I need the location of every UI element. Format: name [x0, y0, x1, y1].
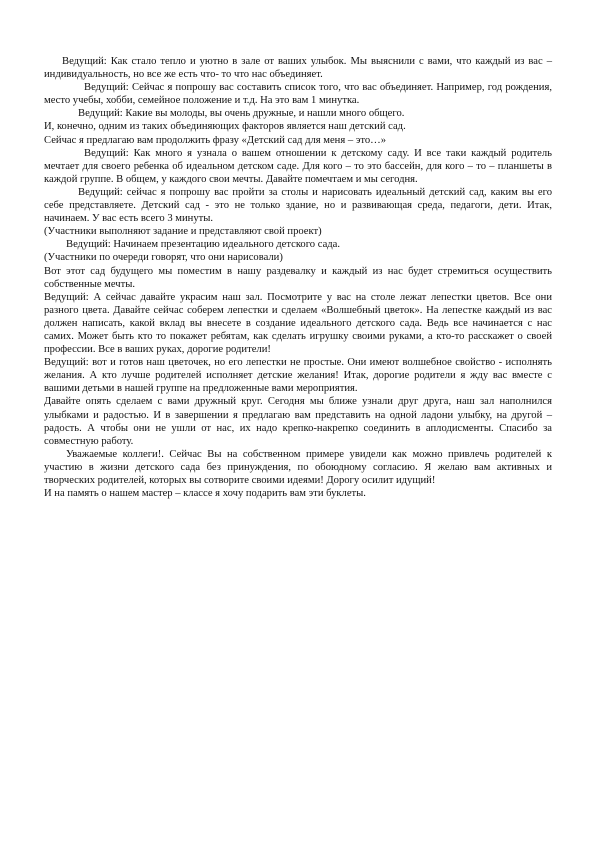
paragraph-10: (Участники по очереди говорят, что они нарисовали)	[44, 252, 283, 264]
document-page	[44, 55, 552, 500]
paragraph-15: Уважаемые коллеги!. Сейчас Вы на собственном примере увидели как можно привлечь родителей к участию в жизни детского сада без принуждения, по обоюдному согласию. Я желаю вам активных и творческих родителей, которых вы сотворите своими идеями! Дорогу осилит идущий!	[44, 448, 552, 486]
paragraph-6: Ведущий: Как много я узнала о вашем отношении к детскому саду. И все таки каждый родитель мечтает для своего ребенка об идеальном детском саде. Для кого – то это бассейн, для кого – то – планшеты в каждой группе. В общем, у каждого свои мечты. Давайте помечтаем и мы сегодня.	[44, 147, 552, 185]
paragraph-12: Ведущий: А сейчас давайте украсим наш зал. Посмотрите у вас на столе лежат лепестки цветов. Все они разного цвета. Давайте сейчас соберем лепестки и сделаем «Волшебный цветок». На лепестке каждый из вас должен написать, какой вклад вы внесете в создание идеального детского сада. Ведь все начинается с нас самих. Может быть кто то покажет ребятам, как сделать игрушку своими руками, а кто-то расскажет о своей профессии. Все в ваших руках, дорогие родители!	[44, 291, 552, 356]
paragraph-14: Давайте опять сделаем с вами дружный круг. Сегодня мы ближе узнали друг друга, наш зал наполнился улыбками и радостью. И в завершении я предлагаю вам представить на одной ладони улыбку, на другой – радость. А чтобы они не ушли от нас, их надо крепко-накрепко соединить в аплодисменты. Спасибо за совместную работу.	[44, 396, 552, 447]
paragraph-9: Ведущий: Начинаем презентацию идеального детского сада.	[66, 239, 341, 251]
paragraph-4: И, конечно, одним из таких объединяющих факторов является наш детский сад.	[44, 121, 406, 133]
paragraph-3: Ведущий: Какие вы молоды, вы очень дружные, и нашли много общего.	[78, 108, 405, 120]
paragraph-11: Вот этот сад будущего мы поместим в нашу раздевалку и каждый из нас будет стремиться осуществить собственные мечты.	[44, 265, 552, 290]
paragraph-8: (Участники выполняют задание и представляют свой проект)	[44, 226, 322, 238]
paragraph-1: Ведущий: Как стало тепло и уютно в зале от ваших улыбок. Мы выяснили с вами, что каждый из вас – индивидуальность, но все же есть что- то что нас объединяет.	[44, 56, 552, 81]
paragraph-2: Ведущий: Сейчас я попрошу вас составить список того, что вас объединяет. Например, год рождения, место учебы, хобби, семейное положение и т.д. На это вам 1 минутка.	[44, 82, 552, 107]
paragraph-13: Ведущий: вот и готов наш цветочек, но его лепестки не простые. Они имеют волшебное свойство - исполнять желания. А кто лучше родителей исполняет детские желания! Итак, дорогие родители я жду вас вместе с вашими детьми в нашей группе на предложенные вами мероприятия.	[44, 357, 552, 395]
paragraph-7: Ведущий: сейчас я попрошу вас пройти за столы и нарисовать идеальный детский сад, каким вы его себе представляете. Детский сад - это не только здание, но и развивающая среда, педагоги, дети. Итак, начинаем. У вас есть всего 3 минуты.	[44, 186, 552, 225]
paragraph-5: Сейчас я предлагаю вам продолжить фразу «Детский сад для меня – это…»	[44, 134, 387, 146]
paragraph-16: И на память о нашем мастер – классе я хочу подарить вам эти буклеты.	[44, 488, 366, 500]
